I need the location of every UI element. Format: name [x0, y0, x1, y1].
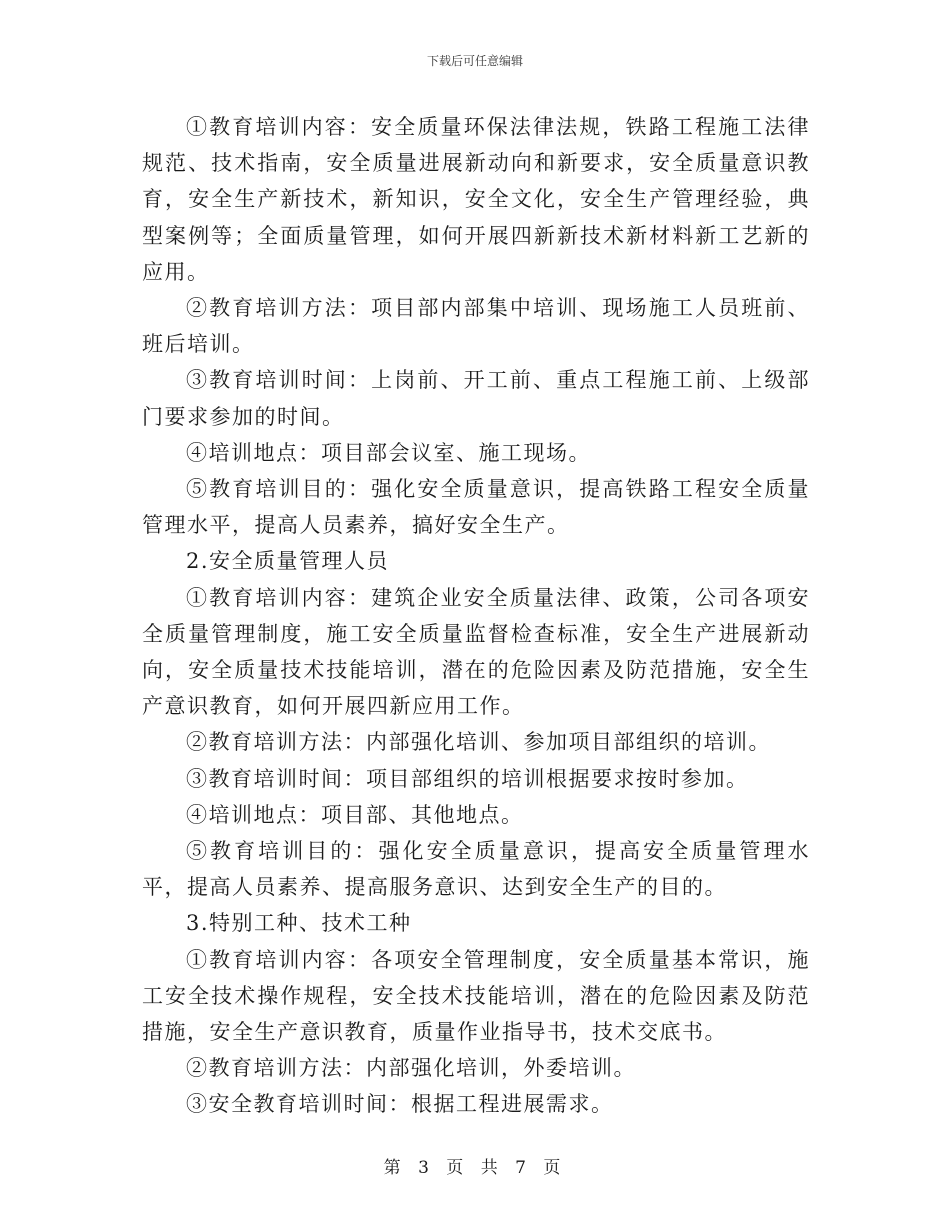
page-number-footer: 第 3 页 共 7 页	[383, 1158, 567, 1178]
paragraph-13: ①教育培训内容：各项安全管理制度，安全质量基本常识，施工安全技术操作规程，安全技术技能培训，潜在的危险因素及防范措施，安全生产意识教育，质量作业指导书，技术交底书。	[142, 947, 810, 1045]
paragraph-14: ②教育培训方法：内部强化培训，外委培训。	[186, 1056, 636, 1081]
page-header-note: 下载后可任意编辑	[426, 54, 523, 68]
paragraph-3: ③教育培训时间：上岗前、开工前、重点工程施工前、上级部门要求参加的时间。	[142, 368, 810, 429]
document-body	[142, 109, 810, 1123]
paragraph-4: ④培训地点：项目部会议室、施工现场。	[186, 440, 591, 465]
paragraph-11: ⑤教育培训目的：强化安全质量意识，提高安全质量管理水平，提高人员素养、提高服务意识、达到安全生产的目的。	[142, 839, 810, 900]
paragraph-2: ②教育培训方法：项目部内部集中培训、现场施工人员班前、班后培训。	[142, 296, 810, 357]
paragraph-15: ③安全教育培训时间：根据工程进展需求。	[186, 1092, 614, 1117]
paragraph-10: ④培训地点：项目部、其他地点。	[186, 802, 524, 827]
paragraph-9: ③教育培训时间：项目部组织的培训根据要求按时参加。	[186, 766, 749, 791]
paragraph-1: ①教育培训内容：安全质量环保法律法规，铁路工程施工法律规范、技术指南，安全质量进展新动向和新要求，安全质量意识教育，安全生产新技术，新知识，安全文化，安全生产管理经验，典型案例等；全面质量管理，如何开展四新新技术新材料新工艺新的应用。	[142, 115, 810, 284]
section-heading-2: 2.安全质量管理人员	[186, 549, 390, 574]
section-heading-3: 3.特别工种、技术工种	[186, 911, 412, 936]
paragraph-5: ⑤教育培训目的：强化安全质量意识，提高铁路工程安全质量管理水平，提高人员素养，搞好安全生产。	[142, 477, 810, 538]
paragraph-7: ①教育培训内容：建筑企业安全质量法律、政策，公司各项安全质量管理制度，施工安全质量监督检查标准，安全生产进展新动向，安全质量技术技能培训，潜在的危险因素及防范措施，安全生产意识教育，如何开展四新应用工作。	[142, 585, 810, 719]
paragraph-8: ②教育培训方法：内部强化培训、参加项目部组织的培训。	[186, 730, 771, 755]
